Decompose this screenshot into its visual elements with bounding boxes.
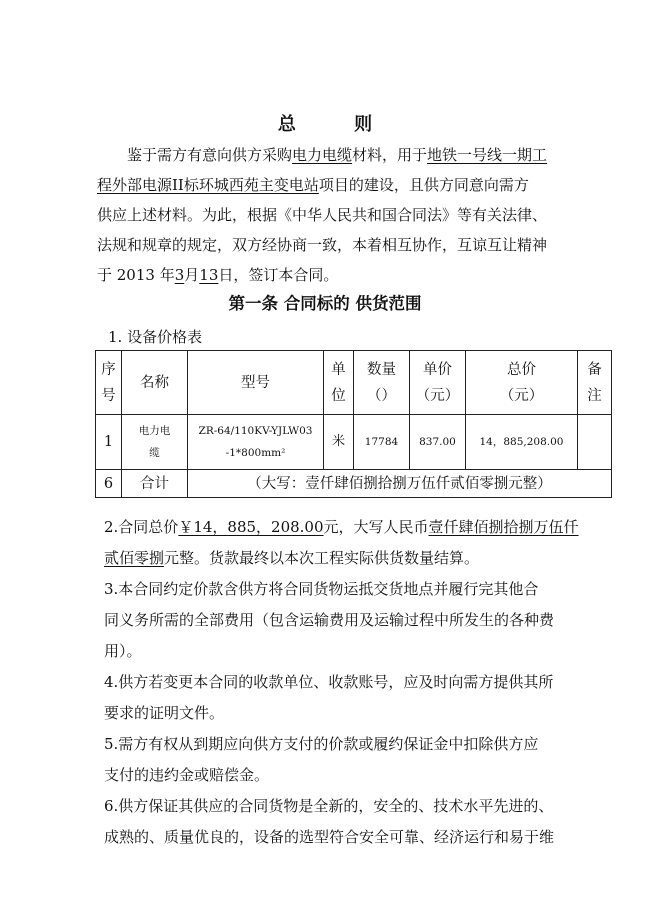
clause-3-line-1: 3.本合同约定价款含供方将合同货物运抵交货地点并履行完其他合 <box>104 580 539 598</box>
price-table <box>95 350 612 498</box>
sum-amount-words: （大写：壹仟肆佰捌拾捌万伍仟贰佰零捌元整） <box>188 470 612 498</box>
header-qty: 数量 （） <box>354 351 410 415</box>
sum-seq: 6 <box>96 470 122 498</box>
intro-text: 鉴于需方有意向供方采购 <box>127 146 293 164</box>
contract-total-words: 壹仟肆佰捌拾捌万伍仟 <box>428 518 579 536</box>
intro-text: 供应上述材料。为此，根据《中华人民共和国合同法》等有关法律、 <box>97 206 548 224</box>
intro-text: 于 2013 年 <box>97 266 175 284</box>
intro-line-3 <box>97 200 577 230</box>
intro-line-4 <box>97 230 577 260</box>
clause-5-line-2: 支付的违约金或赔偿金。 <box>104 766 270 784</box>
project-name: 地铁一号线一期工 <box>427 146 548 164</box>
cell-qty: 17784 <box>354 415 410 470</box>
intro-line-1 <box>97 140 577 170</box>
table-header-row <box>96 351 612 415</box>
section-label: 1. 设备价格表 <box>108 328 203 346</box>
clause-4-line-1: 4.供方若变更本合同的收款单位、收款账号，应及时向需方提供其所 <box>104 673 554 691</box>
sign-month: 3 <box>174 266 185 284</box>
clause-6-line-1: 6.供方保证其供应的合同货物是全新的，安全的、技术水平先进的、 <box>104 797 554 815</box>
header-name: 名称 <box>122 351 188 415</box>
clause-text: 2.合同总价 <box>104 518 179 536</box>
contract-total: ￥14，885，208.00 <box>178 518 324 536</box>
sum-label: 合计 <box>122 470 188 498</box>
clause-3-line-3: 用）。 <box>104 642 142 660</box>
clause-3-line-2: 同义务所需的全部费用（包含运输费用及运输过程中所发生的各种费 <box>104 611 555 629</box>
cell-unit: 米 <box>324 415 354 470</box>
header-note: 备 注 <box>578 351 612 415</box>
cell-total: 14，885,208.00 <box>466 415 578 470</box>
material-name: 电力电缆 <box>292 146 353 164</box>
clause-6-line-2: 成熟的、质量优良的，设备的选型符合安全可靠、经济运行和易于维 <box>104 828 555 846</box>
header-seq: 序 号 <box>96 351 122 415</box>
table-row <box>96 415 612 470</box>
clause-text: 元，大写人民币 <box>323 518 429 536</box>
page-title: 总 则 <box>277 114 399 135</box>
table-sum-row <box>96 470 612 498</box>
intro-text: 材料，用于 <box>352 146 428 164</box>
cell-model: ZR-64/110KV-YJLW03 -1*800mm² <box>188 415 324 470</box>
intro-text: 月 <box>184 266 200 284</box>
cell-note <box>578 415 612 470</box>
intro-text: 法规和规章的规定，双方经协商一致，本着相互协作，互谅互让精神 <box>97 236 548 254</box>
contract-total-words: 贰佰零捌 <box>104 549 165 567</box>
clause-2-line-2 <box>104 543 579 574</box>
header-model: 型号 <box>188 351 324 415</box>
intro-line-2 <box>97 170 577 200</box>
cell-seq: 1 <box>96 415 122 470</box>
project-name: 程外部电源II标环城西苑主变电站 <box>97 176 319 194</box>
header-unit: 单 位 <box>324 351 354 415</box>
article-heading: 第一条 合同标的 供货范围 <box>228 294 422 313</box>
intro-text: 项目的建设，且供方同意向需方 <box>318 176 529 194</box>
clause-2-line-1 <box>104 512 579 543</box>
intro-paragraph <box>97 140 577 290</box>
cell-price: 837.00 <box>410 415 466 470</box>
header-total: 总价 （元） <box>466 351 578 415</box>
clauses <box>104 512 579 853</box>
intro-line-5 <box>97 260 577 290</box>
clause-4-line-2: 要求的证明文件。 <box>104 704 225 722</box>
header-price: 单价 （元） <box>410 351 466 415</box>
intro-text: 日，签订本合同。 <box>218 266 339 284</box>
clause-5-line-1: 5.需方有权从到期应向供方支付的价款或履约保证金中扣除供方应 <box>104 735 539 753</box>
cell-name: 电力电 缆 <box>122 415 188 470</box>
sign-day: 13 <box>199 266 219 284</box>
clause-text: 元整。货款最终以本次工程实际供货数量结算。 <box>164 549 480 567</box>
